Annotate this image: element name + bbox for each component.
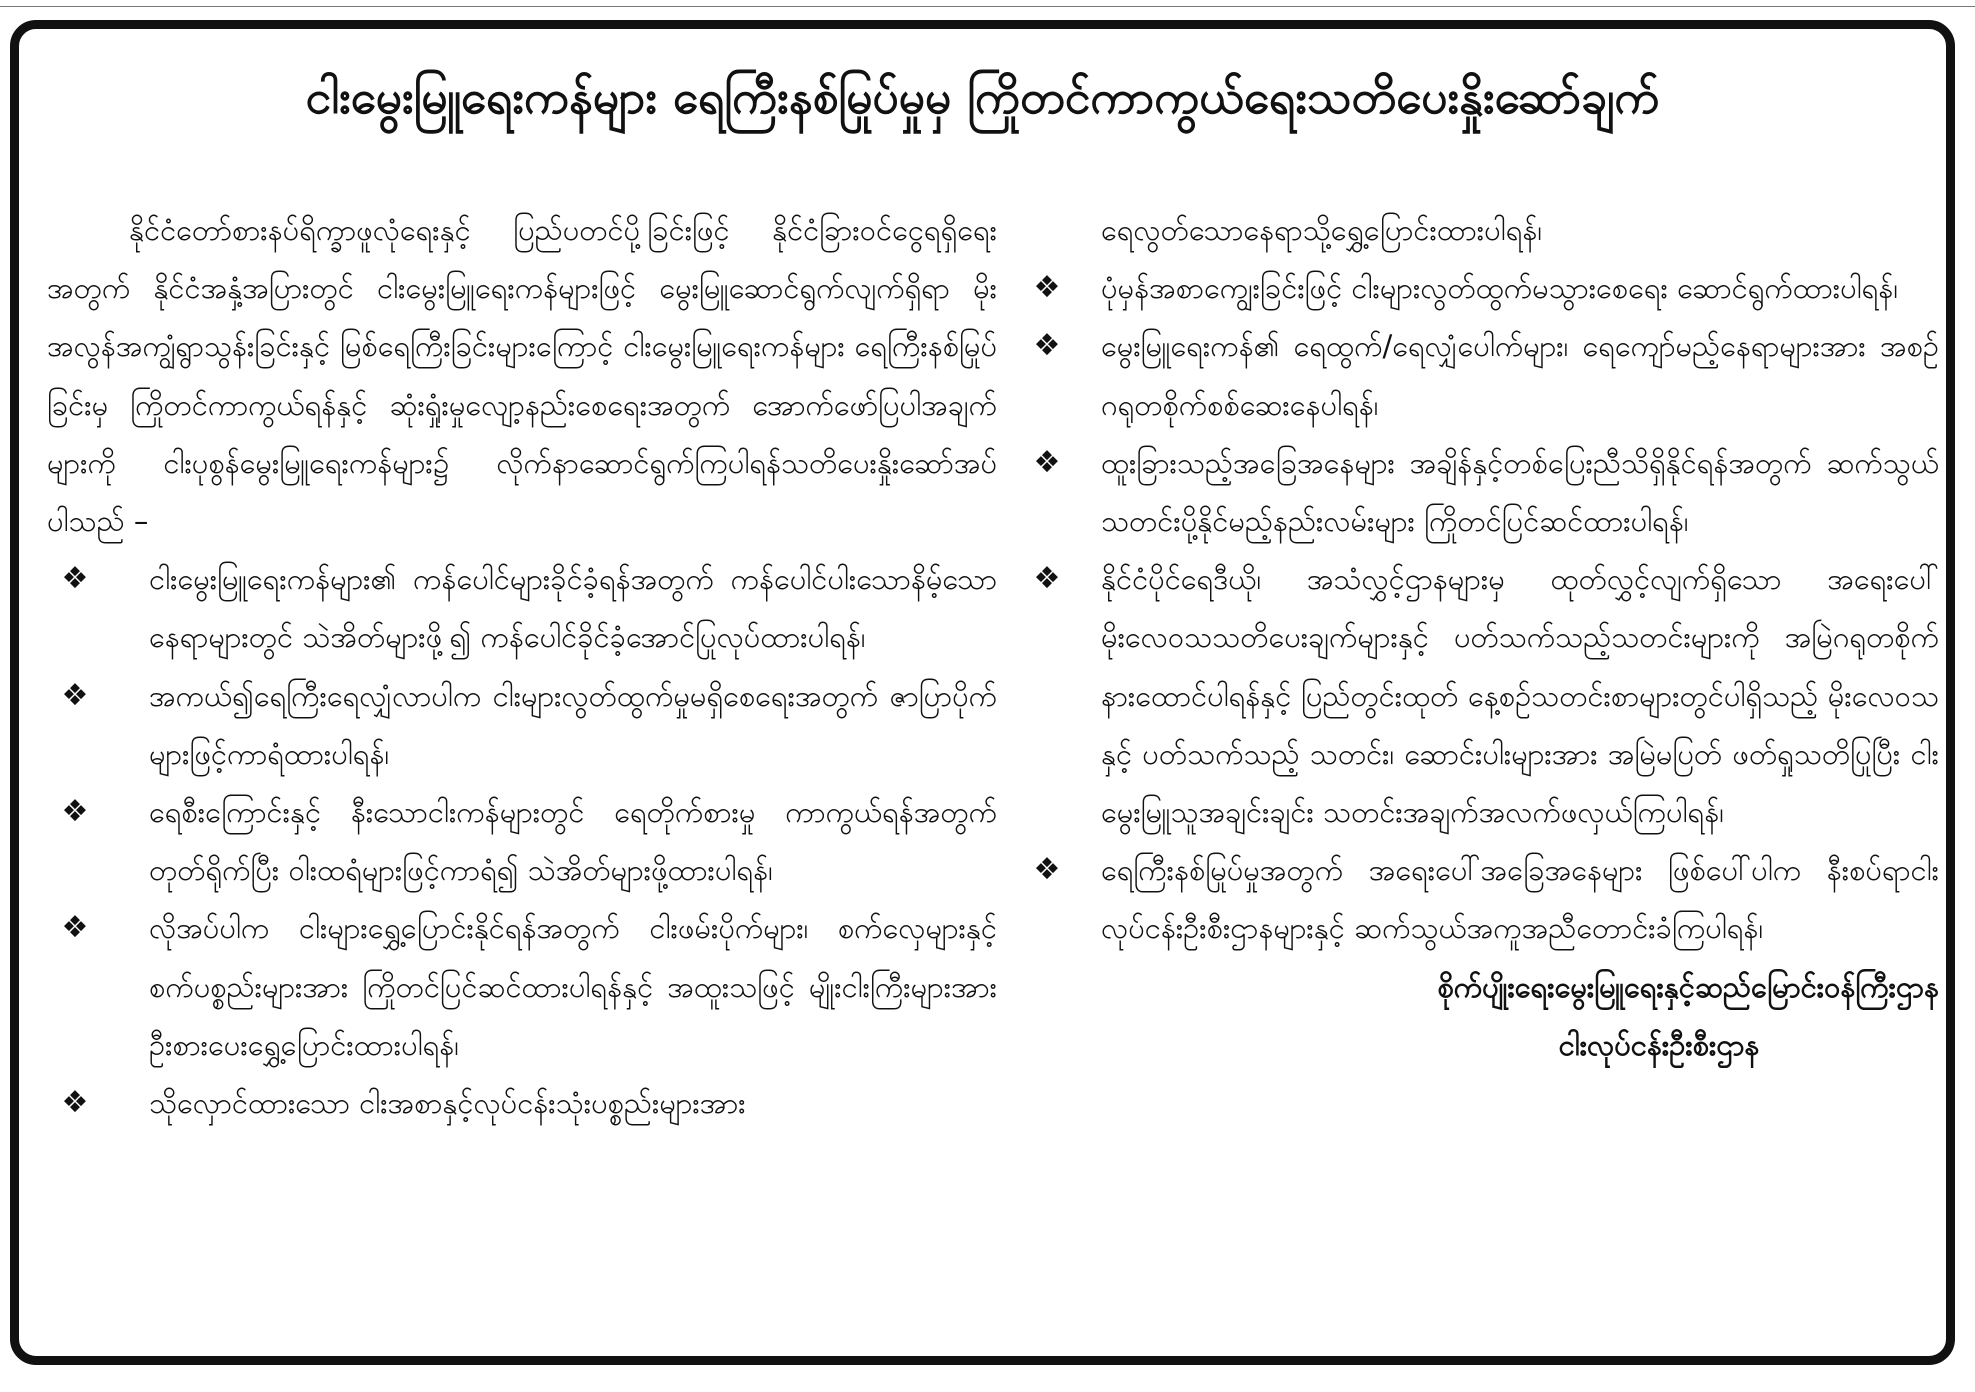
list-item-text: ရေကြီးနစ်မြုပ်မှုအတွက် အရေးပေါ်အခြေအနေများ ဖြစ်ပေါ်ပါက နီးစပ်ရာငါးလုပ်ငန်းဦးစီးဌာနများနှင့် ဆက်သွယ်အကူအညီတောင်းခံကြပါရန်၊ [1101,853,1939,946]
list-item-text: မွေးမြူရေးကန်၏ ရေထွက်/ရေလျှံပေါက်များ၊ ရေကျော်မည့်နေရာများအား အစဉ်ဂရုတစိုက်စစ်ဆေးနေပါရန်၊ [1101,329,1939,422]
list-item-text: လိုအပ်ပါက ငါးများရွှေ့ပြောင်းနိုင်ရန်အတွက် ငါးဖမ်းပိုက်များ၊ စက်လှေများနှင့် စက်ပစ္စည်းများအား ကြိုတင်ပြင်ဆင်ထားပါရန်နှင့် အထူးသဖြင့် မျိုးငါးကြီးများအား ဦးစားပေးရွှေ့ပြောင်းထားပါရန်၊ [149,911,997,1062]
right-column [1019,201,1939,1074]
list-item [1019,259,1939,317]
diamond-bullet-icon: ❖ [61,677,89,713]
list-item-text: အကယ်၍ရေကြီးရေလျှံလာပါက ငါးများလွတ်ထွက်မှုမရှိစေရေးအတွက် ဇာပြာပိုက်များဖြင့်ကာရံထားပါရန်၊ [149,678,997,771]
diamond-bullet-icon: ❖ [1033,270,1061,306]
diamond-bullet-icon: ❖ [61,794,89,830]
top-rule [0,6,1975,7]
list-item [47,667,997,783]
list-item-text: သိုလှောင်ထားသော ငါးအစာနှင့်လုပ်ငန်းသုံးပစ္စည်းများအား [149,1086,746,1121]
list-item-text: ပုံမှန်အစာကျွေးခြင်းဖြင့် ငါးများလွတ်ထွက်မသွားစေရေး ဆောင်ရွက်ထားပါရန်၊ [1101,271,1898,306]
list-item [47,899,997,1074]
signature-department: ငါးလုပ်ငန်းဦးစီးဌာန [1558,1027,1760,1062]
list-item [1019,317,1939,433]
list-item-text: ငါးမွေးမြူရေးကန်များ၏ ကန်ပေါင်များခိုင်ခံ့ရန်အတွက် ကန်ပေါင်ပါးသောနိမ့်သောနေရာများတွင် သဲအိတ်များဖို့၍ ကန်ပေါင်ခိုင်ခံ့အောင်ပြုလုပ်ထားပါရန်၊ [149,562,997,655]
list-item [1019,841,1939,957]
diamond-bullet-icon: ❖ [1033,328,1061,364]
signature-ministry: စိုက်ပျိုးရေးမွေးမြူရေးနှင့်ဆည်မြောင်းဝန်ကြီးဌာန [1437,969,1939,1004]
list-item-text: နိုင်ငံပိုင်ရေဒီယို၊ အသံလွှင့်ဌာနများမှ ထုတ်လွှင့်လျက်ရှိသော အရေးပေါ်မိုးလေဝသသတိပေးချက်များနှင့် ပတ်သက်သည့်သတင်းများကို အမြဲဂရုတစိုက်နားထောင်ပါရန်နှင့် ပြည်တွင်းထုတ် နေ့စဉ်သတင်းစာများတွင်ပါရှိသည့် မိုးလေဝသနှင့် ပတ်သက်သည့် သတင်း၊ ဆောင်းပါးများအား အမြဲမပြတ် ဖတ်ရှုသတိပြုပြီး ငါးမွေးမြူသူအချင်းချင်း သတင်းအချက်အလက်ဖလှယ်ကြပါရန်၊ [1101,562,1939,830]
list-item-text: ထူးခြားသည့်အခြေအနေများ အချိန်နှင့်တစ်ပြေးညီသိရှိနိုင်ရန်အတွက် ဆက်သွယ်သတင်းပို့နိုင်မည့်နည်းလမ်းများ ကြိုတင်ပြင်ဆင်ထားပါရန်၊ [1101,445,1939,539]
list-item [1019,434,1939,550]
diamond-bullet-icon: ❖ [1033,852,1061,888]
diamond-bullet-icon: ❖ [61,1085,89,1121]
diamond-bullet-icon: ❖ [1033,561,1061,597]
left-column [47,201,997,1132]
notice-frame [10,20,1955,1365]
list-item-text: ရေစီးကြောင်းနှင့် နီးသောငါးကန်များတွင် ရေတိုက်စားမှု ကာကွယ်ရန်အတွက် တုတ်ရိုက်ပြီး ဝါးထရံများဖြင့်ကာရံ၍ သဲအိတ်များဖို့ထားပါရန်၊ [149,795,997,888]
intro-paragraph: နိုင်ငံတော်စားနပ်ရိက္ခာဖူလုံရေးနှင့် ပြည်ပတင်ပို့ခြင်းဖြင့် နိုင်ငံခြားဝင်ငွေရရှိရေးအတွက် နိုင်ငံအနှံ့အပြားတွင် ငါးမွေးမြူရေးကန်များဖြင့် မွေးမြူဆောင်ရွက်လျက်ရှိရာ မိုးအလွန်အကျွံရွာသွန်းခြင်းနှင့် မြစ်ရေကြီးခြင်းများကြောင့် ငါးမွေးမြူရေးကန်များ ရေကြီးနစ်မြုပ်ခြင်းမှ ကြိုတင်ကာကွယ်ရန်နှင့် ဆုံးရှုံးမှုလျော့နည်းစေရေးအတွက် အောက်ဖော်ပြပါအချက်များကို ငါးပုစွန်မွေးမြူရေးကန်များ၌ လိုက်နာဆောင်ရွက်ကြပါရန်သတိပေးနှိုးဆော်အပ်ပါသည် – [47,213,997,539]
diamond-bullet-icon: ❖ [61,561,89,597]
diamond-bullet-icon: ❖ [1033,444,1061,480]
list-item [47,783,997,899]
list-item [1019,550,1939,841]
continued-list-text: ရေလွတ်သောနေရာသို့ရွှေ့ပြောင်းထားပါရန်၊ [1101,213,1542,247]
list-item [47,550,997,666]
list-item [47,1074,997,1132]
diamond-bullet-icon: ❖ [61,910,89,946]
notice-title: ငါးမွေးမြူရေးကန်များ ရေကြီးနစ်မြုပ်မှုမှ ကြိုတင်ကာကွယ်ရေးသတိပေးနှိုးဆော်ချက် [305,70,1660,124]
